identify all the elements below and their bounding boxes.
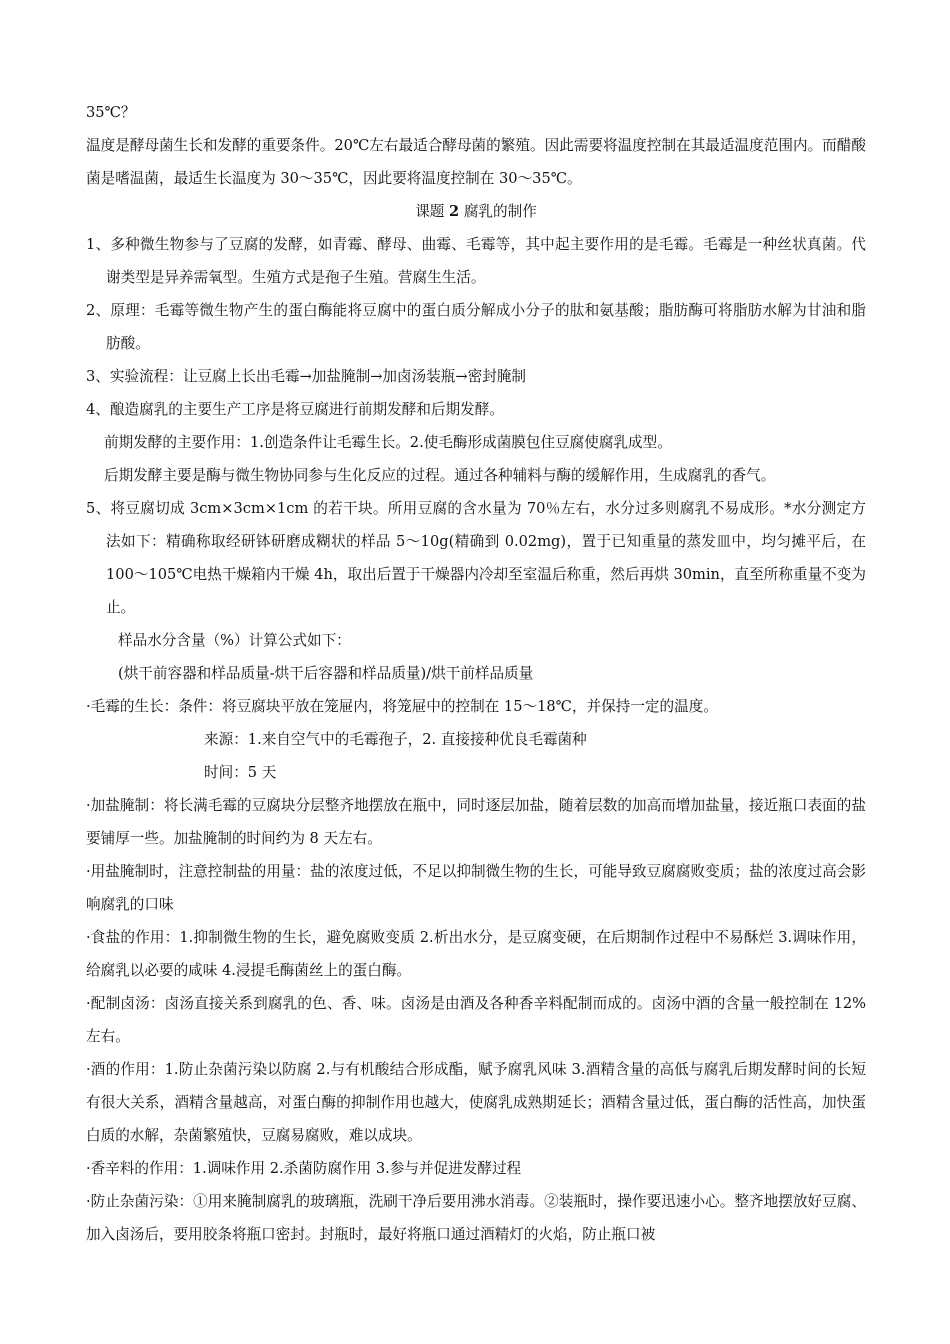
- item-4-fermentation: 4、酿造腐乳的主要生产工序是将豆腐进行前期发酵和后期发酵。: [86, 401, 504, 418]
- salt-amount: ·用盐腌制时，注意控制盐的用量：盐的浓度过低，不足以抑制微生物的生长，可能导致豆腐腐败变质；盐的浓度过高会影响腐乳的口味: [86, 863, 866, 913]
- post-fermentation: 后期发酵主要是酶与微生物协同参与生化反应的过程。通过各种辅料与酶的缓解作用，生成腐乳的香气。: [104, 467, 776, 484]
- formula-label: 样品水分含量（%）计算公式如下：: [118, 632, 351, 649]
- alcohol-function: ·酒的作用：1.防止杂菌污染以防腐 2.与有机酸结合形成酯，赋予腐乳风味 3.酒精含量的高低与腐乳后期发酵时间的长短有很大关系，酒精含量越高，对蛋白酶的抑制作用也越大，使腐乳成熟期延长；酒精含量过低，蛋白酶的活性高，加快蛋白质的水解，杂菌繁殖快，豆腐易腐败，难以成块。: [86, 1061, 866, 1144]
- item-3-process: 3、实验流程：让豆腐上长出毛霉→加盐腌制→加卤汤装瓶→密封腌制: [86, 368, 527, 385]
- title-text: 腐乳的制作: [463, 203, 537, 220]
- contamination-prevention: ·防止杂菌污染：①用来腌制腐乳的玻璃瓶，洗刷干净后要用沸水消毒。②装瓶时，操作要迅速小心。整齐地摆放好豆腐、加入卤汤后，要用胶条将瓶口密封。封瓶时，最好将瓶口通过酒精灯的火焰，防止瓶口被: [86, 1193, 866, 1243]
- mold-source: 来源：1.来自空气中的毛霉孢子，2. 直接接种优良毛霉菌种: [204, 731, 587, 748]
- salt-function: ·食盐的作用：1.抑制微生物的生长，避免腐败变质 2.析出水分，是豆腐变硬，在后期制作过程中不易酥烂 3.调味作用，给腐乳以必要的咸味 4.浸提毛酶菌丝上的蛋白酶。: [86, 929, 866, 979]
- mold-time: 时间：5 天: [204, 764, 277, 781]
- formula-expression: (烘干前容器和样品质量-烘干后容器和样品质量)/烘干前样品质量: [118, 665, 534, 682]
- pre-fermentation: 前期发酵的主要作用：1.创造条件让毛霉生长。2.使毛酶形成菌膜包住豆腐使腐乳成型。: [104, 434, 672, 451]
- title-prefix: 课题: [415, 203, 445, 220]
- item-2-principle: 2、原理：毛霉等微生物产生的蛋白酶能将豆腐中的蛋白质分解成小分子的肽和氨基酸；脂肪酶可将脂肪水解为甘油和脂肪酸。: [86, 302, 866, 352]
- line-question-end: 35℃？: [86, 104, 136, 121]
- spice-function: ·香辛料的作用：1.调味作用 2.杀菌防腐作用 3.参与并促进发酵过程: [86, 1160, 522, 1177]
- title-number: 2: [449, 203, 460, 220]
- section-title: [86, 195, 866, 228]
- brine-preparation: ·配制卤汤：卤汤直接关系到腐乳的色、香、味。卤汤是由酒及各种香辛料配制而成的。卤汤中酒的含量一般控制在 12%左右。: [86, 995, 866, 1045]
- salting: ·加盐腌制：将长满毛霉的豆腐块分层整齐地摆放在瓶中，同时逐层加盐，随着层数的加高而增加盐量，接近瓶口表面的盐要铺厚一些。加盐腌制的时间约为 8 天左右。: [86, 797, 866, 847]
- document-page: [86, 96, 866, 1251]
- mold-growth: ·毛霉的生长：条件：将豆腐块平放在笼屉内，将笼屉中的控制在 15～18℃，并保持一定的温度。: [86, 698, 718, 715]
- item-1-microbes: 1、多种微生物参与了豆腐的发酵，如青霉、酵母、曲霉、毛霉等，其中起主要作用的是毛霉。毛霉是一种丝状真菌。代谢类型是异养需氧型。生殖方式是孢子生殖。营腐生生活。: [86, 236, 866, 286]
- item-5-cutting: 5、将豆腐切成 3cm×3cm×1cm 的若干块。所用豆腐的含水量为 70％左右，水分过多则腐乳不易成形。*水分测定方法如下：精确称取经研钵研磨成糊状的样品 5～10g(精确到 0.02mg)，置于已知重量的蒸发皿中，均匀摊平后，在 100～105℃电热干燥箱内干燥 4h，取出后置于干燥器内冷却至室温后称重，然后再烘 30min，直至所称重量不变为止。: [86, 500, 866, 616]
- paragraph-temperature: 温度是酵母菌生长和发酵的重要条件。20℃左右最适合酵母菌的繁殖。因此需要将温度控制在其最适温度范围内。而醋酸菌是嗜温菌，最适生长温度为 30～35℃，因此要将温度控制在 30～35℃。: [86, 137, 866, 187]
